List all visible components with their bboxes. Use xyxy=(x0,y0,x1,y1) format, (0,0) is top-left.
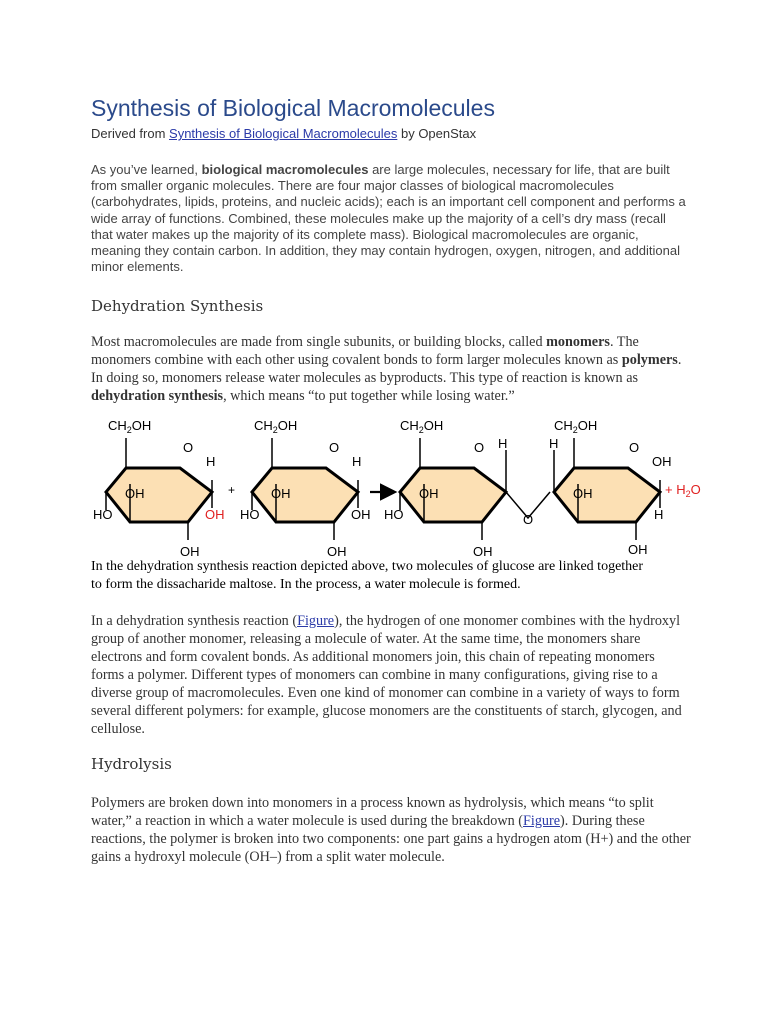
attribution-suffix: by OpenStax xyxy=(397,126,477,141)
label-oh-bottom: OH xyxy=(473,544,493,559)
intro-text-1: As you’ve learned, xyxy=(91,162,202,177)
hydrolysis-paragraph xyxy=(91,794,691,866)
figure-caption: In the dehydration synthesis reaction depicted above, two molecules of glucose are linked together to form the dissacharide maltose. In the process, a water molecule is formed. xyxy=(91,559,644,592)
term-dehydration-synthesis: dehydration synthesis xyxy=(91,388,224,405)
label-ring-o: O xyxy=(629,440,640,455)
label-oh-inner: OH xyxy=(125,486,145,501)
label-h: H xyxy=(206,454,216,469)
label-h: H xyxy=(498,436,508,451)
label-h: H xyxy=(549,436,559,451)
dehydration-paragraph xyxy=(91,333,691,405)
label-ho: HO xyxy=(93,507,113,522)
hydrolysis-text-2: ). During these reactions, the polymer is broken into two components: one part gains a hydrogen atom (H+) and the other gains a hydroxyl molecule (OH–) from a split water molecule. xyxy=(91,813,691,865)
label-water-product: + $H_2O$ xyxy=(665,482,701,499)
dehydration-figure xyxy=(88,410,728,560)
intro-paragraph xyxy=(91,162,691,275)
label-oh-inner: OH xyxy=(419,486,439,501)
glucose-maltose-diagram xyxy=(88,410,728,560)
maltose-ring-left xyxy=(384,418,507,559)
page-title: Synthesis of Biological Macromolecules xyxy=(91,95,495,121)
intro-bold-term: biological macromolecules xyxy=(201,162,369,177)
label-oh-inner: OH xyxy=(271,486,291,501)
label-oh-inner: OH xyxy=(573,486,593,501)
hydrolysis-text-1: Polymers are broken down into monomers in a process known as hydrolysis, which means “to split water,” a reaction in which a water molecule is used during the breakdown ( xyxy=(91,795,654,829)
label-bridge-o: O xyxy=(523,512,534,527)
label-oh-right: OH xyxy=(351,507,371,522)
figure-link-hydrolysis[interactable]: Figure xyxy=(522,813,561,829)
ring-shape-2 xyxy=(252,468,358,522)
label-ring-o: O xyxy=(183,440,194,455)
label-ring-o: O xyxy=(474,440,485,455)
glucose-ring-1 xyxy=(93,418,225,559)
term-polymers: polymers xyxy=(621,352,678,369)
dehydration-explanation-paragraph xyxy=(91,612,691,738)
label-ring-o: O xyxy=(329,440,340,455)
dehydration-text-3: . In doing so, monomers release water molecules as byproducts. This type of reaction is known as xyxy=(91,352,682,387)
ring-shape-3 xyxy=(400,468,506,522)
attribution-prefix: Derived from xyxy=(91,126,170,141)
attribution-line xyxy=(91,125,691,142)
section-heading-dehydration: Dehydration Synthesis xyxy=(91,297,264,316)
label-h-right: H xyxy=(654,507,664,522)
dehydration-text-2: . The monomers combine with each other using covalent bonds to form larger molecules known as xyxy=(91,334,639,369)
dehydration-text-1: Most macromolecules are made from single subunits, or building blocks, called xyxy=(91,334,547,351)
para2-text-2: ), the hydrogen of one monomer combines with the hydroxyl group of another monomer, releasing a molecule of water. At the same time, the monomers share electrons and form covalent bonds. As additional monomers join, this chain of repeating monomers forms a polymer. Different types of monomers can combine in many configurations, giving rise to a diverse group of macromolecules. Even one kind of monomer can combine in a variety of ways to form several different polymers: for example, glucose monomers are the constituents of starch, glycogen, and cellulose. xyxy=(91,613,682,737)
label-ho: HO xyxy=(384,507,404,522)
glucose-ring-2 xyxy=(240,418,371,559)
ring-shape-4 xyxy=(554,468,660,522)
intro-text-2: are large molecules, necessary for life, that are built from smaller organic molecules. There are four major classes of biological macromolecules (carbohydrates, lipids, proteins, and nucleic acids); each is an important cell component and performs a wide array of functions. Combined, these molecules make up the majority of a cell’s dry mass (recall that water makes up the majority of its complete mass). Biological macromolecules are organic, meaning they contain carbon. In addition, they may contain hydrogen, oxygen, nitrogen, and additional minor elements. xyxy=(91,162,686,275)
label-ch2oh: $CH_2OH$ xyxy=(254,418,298,435)
label-h: H xyxy=(352,454,362,469)
label-oh-bottom: OH xyxy=(327,544,347,559)
ring-shape-1 xyxy=(106,468,212,522)
label-oh-bottom: OH xyxy=(628,542,648,557)
label-ch2oh: $CH_2OH$ xyxy=(554,418,598,435)
label-oh-bottom: OH xyxy=(180,544,200,559)
term-monomers: monomers xyxy=(546,334,610,351)
label-ho: HO xyxy=(240,507,260,522)
label-oh-top: OH xyxy=(652,454,672,469)
source-link[interactable]: Synthesis of Biological Macromolecules xyxy=(169,126,398,141)
label-oh-red: OH xyxy=(205,507,225,522)
figure-link[interactable]: Figure xyxy=(297,613,335,629)
plus-sign: + xyxy=(228,483,236,497)
maltose-ring-right xyxy=(549,418,672,557)
document-page xyxy=(91,94,691,405)
para2-text-1: In a dehydration synthesis reaction ( xyxy=(91,613,298,629)
dehydration-text-4: , which means “to put together while losing water.” xyxy=(223,388,515,405)
label-ch2oh: $CH_2OH$ xyxy=(108,418,152,435)
section-heading-hydrolysis: Hydrolysis xyxy=(91,755,172,773)
label-ch2oh: $CH_2OH$ xyxy=(400,418,444,435)
